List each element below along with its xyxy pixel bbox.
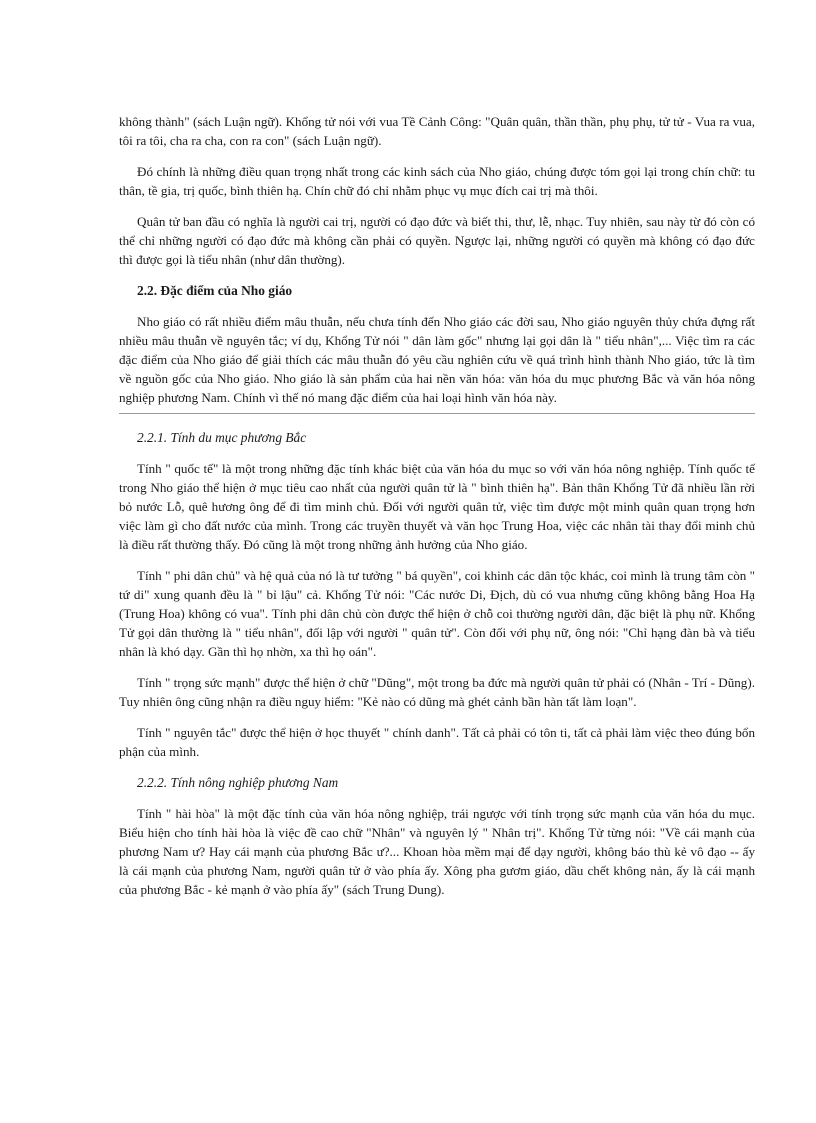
paragraph: Đó chính là những điều quan trọng nhất trong các kinh sách của Nho giáo, chúng được tóm gọi lại trong chín chữ: tu thân, tề gia, trị quốc, bình thiên hạ. Chín chữ đó chỉ nhằm phục vụ mục đích cai trị mà thôi. bbox=[119, 164, 755, 198]
subsection-heading: 2.2.1. Tính du mục phương Bắc bbox=[137, 430, 307, 445]
paragraph: Tính " trọng sức mạnh" được thể hiện ở chữ "Dũng", một trong ba đức mà người quân tử phải có (Nhân - Trí - Dũng). Tuy nhiên ông cũng nhận ra điều nguy hiểm: "Kẻ nào có dũng mà ghét cảnh bần hàn tất làm loạn". bbox=[119, 675, 755, 709]
paragraph: Tính " quốc tế" là một trong những đặc tính khác biệt của văn hóa du mục so với văn hóa nông nghiệp. Tính quốc tế trong Nho giáo thể hiện ở mục tiêu cao nhất của người quân tử là " bình thiên hạ". Bản thân Khổng Tử đã nhiều lần rời bỏ nước Lỗ, quê hương ông để đi tìm minh chủ. Đối với người quân tử, việc tìm được một minh quân quan trọng hơn việc làm gì cho đất nước của mình. Trong các truyền thuyết và văn học Trung Hoa, việc các nhân tài thay đổi minh chủ là điều rất thường thấy. Đó cũng là một trong những ảnh hưởng của Nho giáo. bbox=[119, 461, 755, 552]
subsection-heading: 2.2.2. Tính nông nghiệp phương Nam bbox=[137, 775, 339, 790]
paragraph: Tính " nguyên tắc" được thể hiện ở học thuyết " chính danh". Tất cả phải có tôn ti, tất cả phải làm việc theo đúng bổn phận của mình. bbox=[119, 725, 755, 759]
paragraph: Tính " hài hòa" là một đặc tính của văn hóa nông nghiệp, trái ngược với tính trọng sức mạnh của văn hóa du mục. Biểu hiện cho tính hài hòa là việc đề cao chữ "Nhân" và nguyên lý " Nhân trị". Khổng Tử từng nói: "Về cái mạnh của phương Nam ư? Hay cái mạnh của phương Bắc ư?... Khoan hòa mềm mại để dạy người, không báo thù kẻ vô đạo -- ấy là cái mạnh của phương Nam, người quân tử ở vào phía ấy. Xông pha gươm giáo, dầu chết không nản, ấy là cái mạnh của phương Bắc - kẻ mạnh ở vào phía ấy" (sách Trung Dung). bbox=[119, 806, 755, 897]
paragraph: Quân tử ban đầu có nghĩa là người cai trị, người có đạo đức và biết thi, thư, lễ, nhạc. Tuy nhiên, sau này từ đó còn có thể chỉ những người có đạo đức mà không cần phải có quyền. Ngược lại, những người có quyền mà không có đạo đức thì được gọi là tiểu nhân (như dân thường). bbox=[119, 214, 755, 267]
paragraph: Nho giáo có rất nhiều điểm mâu thuẫn, nếu chưa tính đến Nho giáo các đời sau, Nho giáo nguyên thủy chứa đựng rất nhiều mâu thuẫn về nguyên tắc; ví dụ, Khổng Tử nói " dân làm gốc" nhưng lại gọi dân là " tiểu nhân",... Việc tìm ra các đặc điểm của Nho giáo để giải thích các mâu thuẫn đó yêu cầu nghiên cứu về quá trình hình thành Nho giáo, tức là tìm về nguồn gốc của Nho giáo. Nho giáo là sản phẩm của hai nền văn hóa: văn hóa du mục phương Bắc và văn hóa nông nghiệp phương Nam. Chính vì thế nó mang đặc điểm của hai loại hình văn hóa này. bbox=[119, 314, 755, 405]
section-heading: 2.2. Đặc điểm của Nho giáo bbox=[137, 283, 293, 298]
divider bbox=[119, 413, 755, 414]
paragraph: Tính " phi dân chủ" và hệ quả của nó là tư tưởng " bá quyền", coi khinh các dân tộc khác, coi mình là trung tâm còn " tứ di" xung quanh đều là " bỉ lậu" cả. Khổng Tử nói: "Các nước Di, Địch, dù có vua nhưng cũng không bằng Hoa Hạ (Trung Hoa) không có vua". Tính phi dân chủ còn được thể hiện ở chỗ coi thường người dân, đặc biệt là phụ nữ. Khổng Tử gọi dân thường là " tiểu nhân", đối lập với người " quân tử". Còn đối với phụ nữ, ông nói: "Chỉ hạng đàn bà và tiểu nhân là khó dạy. Gần thì họ nhờn, xa thì họ oán". bbox=[119, 568, 755, 659]
document-body bbox=[119, 112, 755, 911]
paragraph: không thành" (sách Luận ngữ). Khổng tử nói với vua Tề Cảnh Công: "Quân quân, thần thần, phụ phụ, tử tử - Vua ra vua, tôi ra tôi, cha ra cha, con ra con" (sách Luận ngữ). bbox=[119, 114, 755, 148]
